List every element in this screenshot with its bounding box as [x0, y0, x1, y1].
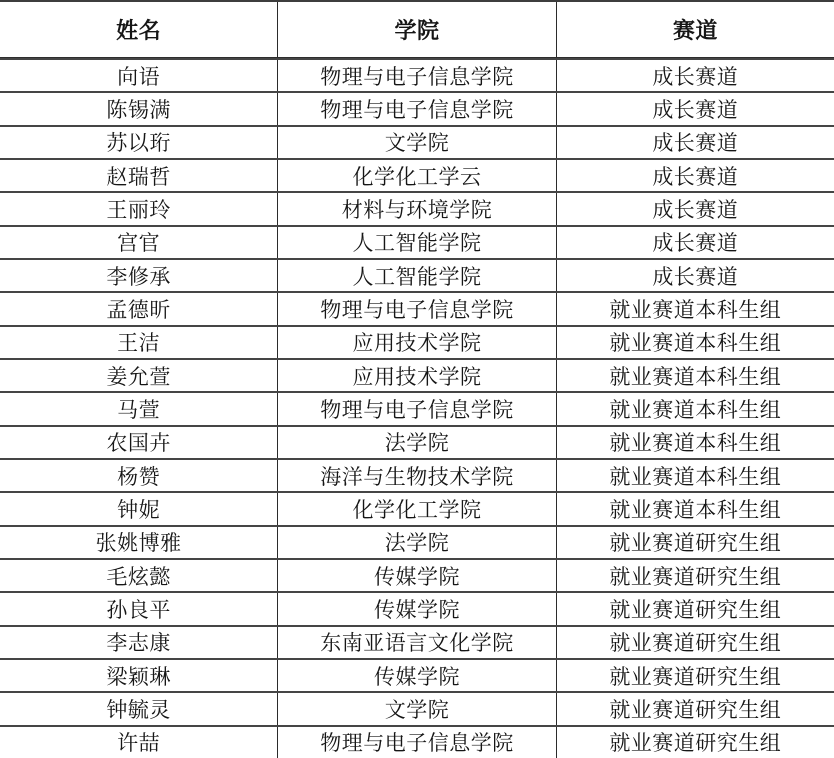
cell-college: 物理与电子信息学院 — [277, 293, 555, 324]
cell-track: 就业赛道研究生组 — [556, 727, 834, 758]
cell-college: 传媒学院 — [277, 660, 555, 691]
table-row — [0, 625, 834, 658]
cell-track: 成长赛道 — [556, 60, 834, 91]
cell-college: 东南亚语言文化学院 — [277, 627, 555, 658]
table-row — [0, 691, 834, 724]
cell-college: 物理与电子信息学院 — [277, 93, 555, 124]
cell-name: 钟毓灵 — [106, 698, 171, 722]
cell-name: 杨赞 — [117, 465, 161, 489]
header-cell-track: 赛道 — [556, 2, 834, 57]
cell-college: 物理与电子信息学院 — [277, 393, 555, 424]
table-row — [0, 458, 834, 491]
cell-name: 姜允萱 — [106, 365, 171, 389]
cell-track: 就业赛道本科生组 — [556, 360, 834, 391]
cell-track: 就业赛道本科生组 — [556, 493, 834, 524]
cell-college: 法学院 — [277, 427, 555, 458]
cell-name: 毛炫懿 — [106, 565, 171, 589]
table-row — [0, 591, 834, 624]
cell-track: 就业赛道研究生组 — [556, 627, 834, 658]
table-row — [0, 258, 834, 291]
table-row — [0, 725, 834, 758]
cell-college: 法学院 — [277, 527, 555, 558]
cell-name: 向语 — [117, 65, 161, 89]
cell-college: 化学化工学云 — [277, 160, 555, 191]
header-cell-college: 学院 — [277, 2, 555, 57]
cell-track: 成长赛道 — [556, 260, 834, 291]
cell-college: 物理与电子信息学院 — [277, 727, 555, 758]
cell-name: 梁颖琳 — [106, 665, 171, 689]
cell-track: 就业赛道研究生组 — [556, 560, 834, 591]
table-row — [0, 658, 834, 691]
table-row — [0, 491, 834, 524]
header-cell-name: 姓名 — [116, 18, 162, 43]
cell-name: 赵瑞哲 — [106, 165, 171, 189]
table-row — [0, 325, 834, 358]
cell-college: 传媒学院 — [277, 593, 555, 624]
cell-college: 传媒学院 — [277, 560, 555, 591]
cell-name: 宫官 — [117, 232, 161, 256]
table-row — [0, 358, 834, 391]
table-row — [0, 525, 834, 558]
cell-name: 李志康 — [106, 632, 171, 656]
cell-track: 就业赛道本科生组 — [556, 393, 834, 424]
table-row — [0, 191, 834, 224]
cell-college: 材料与环境学院 — [277, 193, 555, 224]
cell-college: 物理与电子信息学院 — [277, 60, 555, 91]
cell-name: 孙良平 — [106, 598, 171, 622]
cell-name: 李修承 — [106, 265, 171, 289]
cell-track: 成长赛道 — [556, 127, 834, 158]
cell-college: 海洋与生物技术学院 — [277, 460, 555, 491]
cell-name: 农国卉 — [106, 432, 171, 456]
cell-track: 就业赛道研究生组 — [556, 527, 834, 558]
cell-college: 人工智能学院 — [277, 227, 555, 258]
cell-track: 就业赛道研究生组 — [556, 660, 834, 691]
table-row — [0, 91, 834, 124]
cell-name: 王丽玲 — [106, 198, 171, 222]
cell-college: 应用技术学院 — [277, 360, 555, 391]
cell-college: 文学院 — [277, 127, 555, 158]
table-row — [0, 58, 834, 91]
cell-college: 化学化工学院 — [277, 493, 555, 524]
cell-track: 就业赛道本科生组 — [556, 427, 834, 458]
cell-name: 苏以珩 — [106, 132, 171, 156]
cell-track: 就业赛道研究生组 — [556, 693, 834, 724]
table-row — [0, 558, 834, 591]
cell-name: 钟妮 — [117, 498, 161, 522]
table-row — [0, 125, 834, 158]
table-row — [0, 225, 834, 258]
cell-college: 文学院 — [277, 693, 555, 724]
cell-college: 人工智能学院 — [277, 260, 555, 291]
table-row — [0, 425, 834, 458]
cell-track: 成长赛道 — [556, 93, 834, 124]
cell-college: 应用技术学院 — [277, 327, 555, 358]
cell-track: 就业赛道本科生组 — [556, 460, 834, 491]
cell-track: 就业赛道研究生组 — [556, 593, 834, 624]
cell-track: 成长赛道 — [556, 193, 834, 224]
cell-track: 就业赛道本科生组 — [556, 293, 834, 324]
cell-name: 孟德昕 — [106, 298, 171, 322]
cell-track: 成长赛道 — [556, 227, 834, 258]
cell-name: 陈锡满 — [106, 98, 171, 122]
header-row — [0, 2, 834, 58]
table-row — [0, 291, 834, 324]
cell-name: 张姚博雅 — [95, 532, 182, 556]
cell-track: 成长赛道 — [556, 160, 834, 191]
cell-track: 就业赛道本科生组 — [556, 327, 834, 358]
table-row — [0, 391, 834, 424]
cell-name: 王洁 — [117, 332, 161, 356]
cell-name: 许喆 — [117, 732, 161, 756]
cell-name: 马萱 — [117, 398, 161, 422]
table-row — [0, 158, 834, 191]
